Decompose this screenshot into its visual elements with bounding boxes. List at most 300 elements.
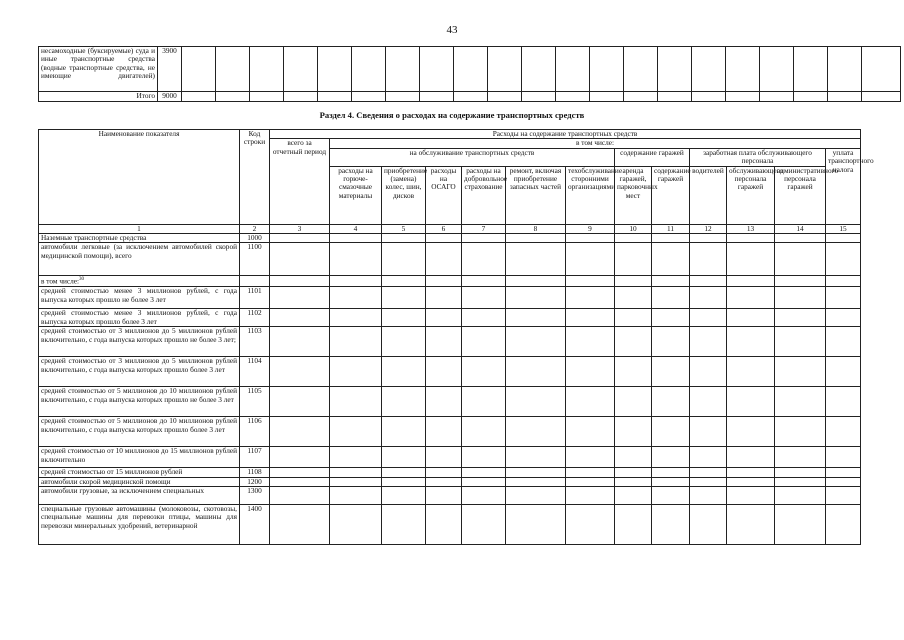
data-cell[interactable]	[270, 234, 330, 243]
data-cell[interactable]	[270, 357, 330, 387]
data-cell[interactable]	[775, 234, 826, 243]
data-cell[interactable]	[462, 357, 506, 387]
data-cell[interactable]	[382, 447, 426, 468]
data-cell[interactable]	[775, 357, 826, 387]
empty-cell	[284, 92, 318, 102]
data-cell[interactable]	[566, 447, 615, 468]
data-cell[interactable]	[727, 327, 775, 357]
header-insurance: расходы на добровольное страхование	[462, 166, 506, 224]
data-cell[interactable]	[462, 487, 506, 505]
data-cell[interactable]	[727, 417, 775, 447]
data-cell[interactable]	[506, 505, 566, 545]
row-code: 1400	[240, 505, 270, 545]
data-cell[interactable]	[382, 505, 426, 545]
data-cell[interactable]	[330, 276, 382, 287]
empty-cell	[284, 47, 318, 92]
data-cell[interactable]	[566, 287, 615, 309]
data-cell[interactable]	[270, 243, 330, 276]
header-including: в том числе:	[330, 139, 861, 148]
data-cell[interactable]	[690, 276, 727, 287]
data-cell[interactable]	[566, 505, 615, 545]
header-row	[39, 130, 861, 139]
data-cell[interactable]	[270, 505, 330, 545]
data-cell[interactable]	[826, 468, 861, 477]
data-cell[interactable]	[690, 357, 727, 387]
column-number: 11	[652, 224, 690, 233]
data-cell[interactable]	[615, 387, 652, 417]
data-cell[interactable]	[330, 357, 382, 387]
row-name: Наземные транспортные средства	[39, 234, 240, 243]
row-code: 3900	[158, 47, 182, 92]
footnote-mark: 30	[79, 277, 85, 283]
table-row	[39, 447, 861, 468]
header-garage-upkeep: содержание гаражей	[652, 166, 690, 224]
data-cell[interactable]	[775, 327, 826, 357]
column-number: 13	[727, 224, 775, 233]
empty-cell	[454, 92, 488, 102]
header-total-period: всего за отчетный период	[270, 139, 330, 224]
data-cell[interactable]	[506, 487, 566, 505]
data-cell[interactable]	[727, 387, 775, 417]
data-cell[interactable]	[506, 387, 566, 417]
empty-cell	[216, 47, 250, 92]
data-cell[interactable]	[727, 357, 775, 387]
data-cell[interactable]	[506, 477, 566, 486]
empty-cell	[250, 92, 284, 102]
data-cell[interactable]	[382, 468, 426, 477]
row-name: средней стоимостью от 3 миллионов до 5 миллионов рублей включительно, с года выпуска которых прошло более 3 лет	[39, 357, 240, 387]
data-cell[interactable]	[382, 234, 426, 243]
header-garages: содержание гаражей	[615, 148, 690, 166]
data-cell[interactable]	[382, 477, 426, 486]
data-cell[interactable]	[330, 447, 382, 468]
data-cell[interactable]	[506, 447, 566, 468]
data-cell[interactable]	[826, 505, 861, 545]
data-cell[interactable]	[566, 243, 615, 276]
data-cell[interactable]	[382, 487, 426, 505]
data-cell[interactable]	[382, 387, 426, 417]
data-cell[interactable]	[270, 487, 330, 505]
data-cell[interactable]	[382, 309, 426, 327]
data-cell[interactable]	[690, 477, 727, 486]
empty-cell	[352, 47, 386, 92]
empty-cell	[658, 92, 692, 102]
empty-cell	[352, 92, 386, 102]
data-cell[interactable]	[566, 417, 615, 447]
empty-cell	[318, 92, 352, 102]
empty-cell	[828, 92, 862, 102]
row-name: специальные грузовые автомашины (молоковозы, скотовозы, специальные машины для перевозки птицы, машины для перевозки минеральных удобрений, ветеринарной	[39, 505, 240, 545]
data-cell[interactable]	[775, 309, 826, 327]
data-cell[interactable]	[690, 309, 727, 327]
empty-cell	[624, 92, 658, 102]
data-cell[interactable]	[615, 309, 652, 327]
data-cell[interactable]	[690, 234, 727, 243]
data-cell[interactable]	[506, 417, 566, 447]
data-cell[interactable]	[826, 447, 861, 468]
row-name: средней стоимостью менее 3 миллионов рублей, с года выпуска которых прошло более 3 лет	[39, 309, 240, 327]
data-cell[interactable]	[270, 387, 330, 417]
data-cell[interactable]	[462, 243, 506, 276]
data-cell[interactable]	[652, 287, 690, 309]
data-cell[interactable]	[566, 327, 615, 357]
empty-cell	[760, 47, 794, 92]
row-code: 1100	[240, 243, 270, 276]
data-cell[interactable]	[330, 309, 382, 327]
header-admin-staff: административного персонала гаражей	[775, 166, 826, 224]
data-cell[interactable]	[270, 287, 330, 309]
data-cell[interactable]	[270, 477, 330, 486]
data-cell[interactable]	[652, 327, 690, 357]
data-cell[interactable]	[426, 243, 462, 276]
empty-cell	[692, 92, 726, 102]
table-row	[39, 505, 861, 545]
data-cell[interactable]	[775, 243, 826, 276]
data-cell[interactable]	[775, 276, 826, 287]
data-cell[interactable]	[652, 357, 690, 387]
data-cell[interactable]	[330, 505, 382, 545]
data-cell[interactable]	[566, 487, 615, 505]
row-name: средней стоимостью от 15 миллионов рублей	[39, 468, 240, 477]
column-number: 14	[775, 224, 826, 233]
data-cell[interactable]	[506, 276, 566, 287]
header-repair: ремонт, включая приобретение запасных частей	[506, 166, 566, 224]
row-name: автомобили грузовые, за исключением специальных	[39, 487, 240, 505]
data-cell[interactable]	[775, 287, 826, 309]
empty-cell	[182, 47, 216, 92]
empty-cell	[420, 92, 454, 102]
row-name: в том числе:$^{30}$	[39, 276, 240, 287]
data-cell[interactable]	[652, 276, 690, 287]
table-row	[39, 487, 861, 505]
data-cell[interactable]	[775, 447, 826, 468]
data-cell[interactable]	[690, 468, 727, 477]
data-cell[interactable]	[690, 487, 727, 505]
data-cell[interactable]	[506, 327, 566, 357]
empty-cell	[182, 92, 216, 102]
data-cell[interactable]	[615, 505, 652, 545]
row-code: 1102	[240, 309, 270, 327]
data-cell[interactable]	[382, 287, 426, 309]
row-code: 1106	[240, 417, 270, 447]
data-cell[interactable]	[690, 243, 727, 276]
top-table-fragment	[38, 46, 901, 102]
data-cell[interactable]	[615, 243, 652, 276]
data-cell[interactable]	[330, 477, 382, 486]
row-name: несамоходные (буксируемые) суда и иные транспортные средства (водные транспортные средства, не имеющие двигателей)	[39, 47, 158, 92]
row-name: автомобили скорой медицинской помощи	[39, 477, 240, 486]
total-code: 9000	[158, 92, 182, 102]
data-cell[interactable]	[330, 287, 382, 309]
header-expenses: Расходы на содержание транспортных средств	[270, 130, 861, 139]
data-cell[interactable]	[826, 276, 861, 287]
header-name: Наименование показателя	[39, 130, 240, 225]
empty-cell	[216, 92, 250, 102]
data-cell[interactable]	[506, 243, 566, 276]
data-cell[interactable]	[615, 487, 652, 505]
data-cell[interactable]	[506, 234, 566, 243]
data-cell[interactable]	[462, 387, 506, 417]
data-cell[interactable]	[690, 327, 727, 357]
header-salary: заработная плата обслуживающего персонала	[690, 148, 826, 166]
data-cell[interactable]	[690, 387, 727, 417]
empty-cell	[828, 47, 862, 92]
empty-cell	[386, 47, 420, 92]
empty-cell	[590, 92, 624, 102]
data-cell[interactable]	[727, 309, 775, 327]
column-number: 4	[330, 224, 382, 233]
data-cell[interactable]	[727, 505, 775, 545]
data-cell[interactable]	[462, 287, 506, 309]
row-name: средней стоимостью менее 3 миллионов рублей, с года выпуска которых прошло не более 3 лет	[39, 287, 240, 309]
empty-cell	[522, 47, 556, 92]
data-cell[interactable]	[330, 487, 382, 505]
data-cell[interactable]	[270, 309, 330, 327]
data-cell[interactable]	[270, 468, 330, 477]
data-cell[interactable]	[462, 276, 506, 287]
header-maintenance: на обслуживание транспортных средств	[330, 148, 615, 166]
column-number: 8	[506, 224, 566, 233]
data-cell[interactable]	[826, 387, 861, 417]
table-row	[39, 47, 901, 92]
column-number: 12	[690, 224, 727, 233]
data-cell[interactable]	[652, 243, 690, 276]
data-cell[interactable]	[566, 309, 615, 327]
data-cell[interactable]	[775, 487, 826, 505]
data-cell[interactable]	[826, 477, 861, 486]
empty-cell	[590, 47, 624, 92]
data-cell[interactable]	[615, 468, 652, 477]
data-cell[interactable]	[690, 417, 727, 447]
data-cell[interactable]	[426, 309, 462, 327]
empty-cell	[250, 47, 284, 92]
empty-cell	[862, 47, 901, 92]
data-cell[interactable]	[652, 487, 690, 505]
header-tax: уплата транспортного налога	[826, 148, 861, 224]
header-tires: приобретение (замена) колес, шин, дисков	[382, 166, 426, 224]
column-number: 2	[240, 224, 270, 233]
data-cell[interactable]	[462, 468, 506, 477]
data-cell[interactable]	[426, 487, 462, 505]
empty-cell	[862, 92, 901, 102]
data-cell[interactable]	[426, 327, 462, 357]
data-cell[interactable]	[652, 447, 690, 468]
data-cell[interactable]	[652, 417, 690, 447]
data-cell[interactable]	[426, 387, 462, 417]
data-cell[interactable]	[426, 447, 462, 468]
row-code: 1104	[240, 357, 270, 387]
column-number: 1	[39, 224, 240, 233]
empty-cell	[488, 47, 522, 92]
data-cell[interactable]	[506, 287, 566, 309]
column-number: 6	[426, 224, 462, 233]
data-cell[interactable]	[727, 468, 775, 477]
data-cell[interactable]	[615, 417, 652, 447]
data-cell[interactable]	[462, 477, 506, 486]
data-cell[interactable]	[426, 477, 462, 486]
empty-cell	[522, 92, 556, 102]
empty-cell	[556, 92, 590, 102]
header-drivers: водителей	[690, 166, 727, 224]
data-cell[interactable]	[330, 327, 382, 357]
data-cell[interactable]	[826, 487, 861, 505]
empty-cell	[794, 92, 828, 102]
header-osago: расходы на ОСАГО	[426, 166, 462, 224]
column-number: 10	[615, 224, 652, 233]
data-cell[interactable]	[426, 357, 462, 387]
row-name: средней стоимостью от 3 миллионов до 5 миллионов рублей включительно, с года выпуска которых прошло не более 3 лет;	[39, 327, 240, 357]
data-cell[interactable]	[462, 234, 506, 243]
data-cell[interactable]	[462, 327, 506, 357]
empty-cell	[488, 92, 522, 102]
data-cell[interactable]	[426, 468, 462, 477]
data-cell[interactable]	[775, 505, 826, 545]
data-cell[interactable]	[615, 477, 652, 486]
data-cell[interactable]	[330, 468, 382, 477]
empty-cell	[624, 47, 658, 92]
row-name: средней стоимостью от 5 миллионов до 10 миллионов рублей включительно, с года выпуска которых прошло не более 3 лет	[39, 387, 240, 417]
table-row	[39, 309, 861, 327]
data-cell[interactable]	[426, 234, 462, 243]
data-cell[interactable]	[652, 468, 690, 477]
table-row	[39, 327, 861, 357]
data-cell[interactable]	[775, 417, 826, 447]
empty-cell	[760, 92, 794, 102]
data-cell[interactable]	[652, 477, 690, 486]
data-cell[interactable]	[826, 417, 861, 447]
row-code: 1107	[240, 447, 270, 468]
row-code: 1108	[240, 468, 270, 477]
empty-cell	[726, 92, 760, 102]
data-cell[interactable]	[652, 387, 690, 417]
data-cell[interactable]	[566, 477, 615, 486]
data-cell[interactable]	[506, 468, 566, 477]
data-cell[interactable]	[727, 477, 775, 486]
table-row	[39, 243, 861, 276]
row-code: 1101	[240, 287, 270, 309]
data-cell[interactable]	[382, 276, 426, 287]
data-cell[interactable]	[775, 477, 826, 486]
header-code: Код строки	[240, 130, 270, 225]
data-cell[interactable]	[826, 357, 861, 387]
header-rent: аренда гаражей, парковочных мест	[615, 166, 652, 224]
column-numbers-row	[39, 224, 861, 233]
data-cell[interactable]	[652, 505, 690, 545]
column-number: 15	[826, 224, 861, 233]
row-code: 1105	[240, 387, 270, 417]
data-cell[interactable]	[615, 234, 652, 243]
data-cell[interactable]	[566, 234, 615, 243]
data-cell[interactable]	[426, 417, 462, 447]
data-cell[interactable]	[566, 357, 615, 387]
data-cell[interactable]	[826, 287, 861, 309]
data-cell[interactable]	[270, 417, 330, 447]
data-cell[interactable]	[826, 309, 861, 327]
data-cell[interactable]	[426, 287, 462, 309]
data-cell[interactable]	[690, 287, 727, 309]
data-cell[interactable]	[382, 327, 426, 357]
row-code: 1200	[240, 477, 270, 486]
data-cell[interactable]	[690, 447, 727, 468]
data-cell[interactable]	[690, 505, 727, 545]
data-cell[interactable]	[775, 387, 826, 417]
data-cell[interactable]	[462, 447, 506, 468]
total-label: Итого	[39, 92, 158, 102]
data-cell[interactable]	[652, 234, 690, 243]
empty-cell	[692, 47, 726, 92]
row-code: 1103	[240, 327, 270, 357]
data-cell[interactable]	[330, 387, 382, 417]
data-cell[interactable]	[615, 287, 652, 309]
empty-cell	[794, 47, 828, 92]
row-name: средней стоимостью от 10 миллионов до 15 миллионов рублей включительно	[39, 447, 240, 468]
data-cell[interactable]	[330, 234, 382, 243]
table-row	[39, 417, 861, 447]
data-cell[interactable]	[330, 243, 382, 276]
data-cell[interactable]	[826, 243, 861, 276]
data-cell[interactable]	[566, 387, 615, 417]
data-cell[interactable]	[270, 327, 330, 357]
row-code: 1300	[240, 487, 270, 505]
column-number: 9	[566, 224, 615, 233]
data-cell[interactable]	[826, 234, 861, 243]
page-number: 43	[446, 24, 458, 36]
empty-cell	[658, 47, 692, 92]
data-cell[interactable]	[615, 276, 652, 287]
data-cell[interactable]	[826, 327, 861, 357]
data-cell[interactable]	[426, 276, 462, 287]
row-code: 1000	[240, 234, 270, 243]
data-cell[interactable]	[727, 276, 775, 287]
table-row	[39, 287, 861, 309]
empty-cell	[420, 47, 454, 92]
data-cell[interactable]	[382, 357, 426, 387]
data-cell[interactable]	[727, 243, 775, 276]
data-cell[interactable]	[727, 234, 775, 243]
empty-cell	[726, 47, 760, 92]
data-cell[interactable]	[615, 357, 652, 387]
table-row	[39, 276, 861, 287]
data-cell[interactable]	[506, 357, 566, 387]
data-cell[interactable]	[270, 276, 330, 287]
data-cell[interactable]	[426, 505, 462, 545]
data-cell[interactable]	[462, 417, 506, 447]
empty-cell	[454, 47, 488, 92]
data-cell[interactable]	[382, 417, 426, 447]
empty-cell	[556, 47, 590, 92]
table-row	[39, 468, 861, 477]
data-cell[interactable]	[270, 447, 330, 468]
table-row	[39, 357, 861, 387]
data-cell[interactable]	[652, 309, 690, 327]
data-cell[interactable]	[615, 327, 652, 357]
section-title: Раздел 4. Сведения о расходах на содержание транспортных средств	[319, 110, 585, 120]
data-cell[interactable]	[727, 487, 775, 505]
data-cell[interactable]	[506, 309, 566, 327]
empty-cell	[318, 47, 352, 92]
data-cell[interactable]	[727, 287, 775, 309]
data-cell[interactable]	[462, 309, 506, 327]
column-number: 3	[270, 224, 330, 233]
data-cell[interactable]	[566, 468, 615, 477]
data-cell[interactable]	[775, 468, 826, 477]
data-cell[interactable]	[615, 447, 652, 468]
data-cell[interactable]	[566, 276, 615, 287]
data-cell[interactable]	[330, 417, 382, 447]
data-cell[interactable]	[462, 505, 506, 545]
data-cell[interactable]	[382, 243, 426, 276]
data-cell[interactable]	[727, 447, 775, 468]
